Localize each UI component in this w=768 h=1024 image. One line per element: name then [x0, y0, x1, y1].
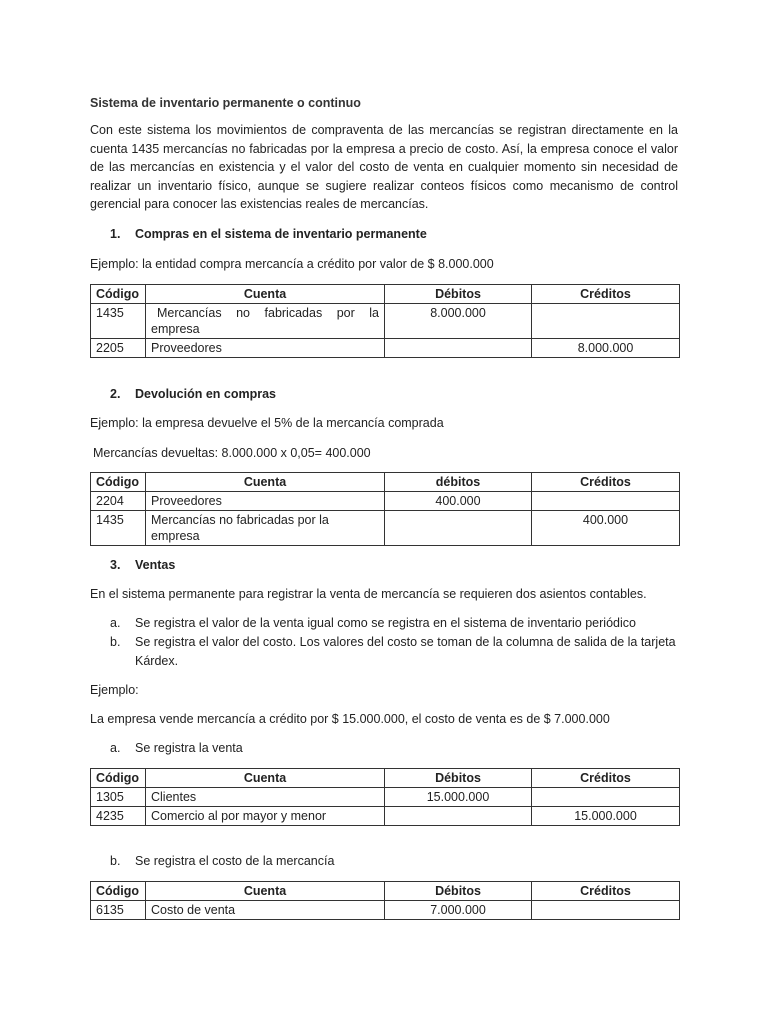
- table-header-row: [91, 473, 680, 492]
- cell-account: Proveedores: [146, 339, 385, 358]
- header-codigo: Código: [91, 473, 146, 492]
- cell-debit: 400.000: [385, 492, 532, 511]
- section-1-title: Compras en el sistema de inventario permanente: [135, 227, 427, 241]
- header-creditos: Créditos: [532, 473, 680, 492]
- table-row: [91, 788, 680, 807]
- table-row: [91, 901, 680, 920]
- header-cuenta: Cuenta: [146, 285, 385, 304]
- cell-code: 2205: [91, 339, 146, 358]
- header-debitos: débitos: [385, 473, 532, 492]
- list-text: Se registra el valor de la venta igual como se registra en el sistema de inventario periódico: [135, 616, 636, 630]
- cell-code: 1435: [91, 511, 146, 546]
- header-debitos: Débitos: [385, 769, 532, 788]
- section-2-calculation: Mercancías devueltas: 8.000.000 x 0,05= 400.000: [93, 446, 371, 460]
- section-2-example: Ejemplo: la empresa devuelve el 5% de la mercancía comprada: [90, 416, 444, 430]
- purchase-journal-table: [90, 284, 680, 358]
- list-text: Se registra el costo de la mercancía: [135, 854, 335, 868]
- table-row: [91, 339, 680, 358]
- cell-account: [146, 304, 385, 339]
- cell-credit: [532, 304, 680, 339]
- header-cuenta: Cuenta: [146, 882, 385, 901]
- cell-account: Proveedores: [146, 492, 385, 511]
- list-text: Se registra el valor del costo. Los valores del costo se toman de la columna de salida de la tarjeta Kárdex.: [135, 635, 676, 668]
- cell-credit: [532, 492, 680, 511]
- section-2-number: 2.: [110, 387, 121, 401]
- list-text: Se registra la venta: [135, 741, 243, 755]
- sale-journal-table: [90, 768, 680, 826]
- header-debitos: Débitos: [385, 285, 532, 304]
- section-3-example: La empresa vende mercancía a crédito por $ 15.000.000, el costo de venta es de $ 7.000.000: [90, 712, 610, 726]
- cost-journal-table: [90, 881, 680, 920]
- section-1-example: Ejemplo: la entidad compra mercancía a crédito por valor de $ 8.000.000: [90, 257, 494, 271]
- cell-code: 1305: [91, 788, 146, 807]
- table-row: [91, 807, 680, 826]
- table-row: [91, 511, 680, 546]
- cell-credit: 15.000.000: [532, 807, 680, 826]
- header-cuenta: Cuenta: [146, 473, 385, 492]
- section-2-title: Devolución en compras: [135, 387, 277, 401]
- intro-paragraph: Con este sistema los movimientos de compraventa de las mercancías se registran directamente en la cuenta 1435 mercancías no fabricadas por la empresa a precio de costo. Así, la empresa conoce el valor de las mercancías en existencia y el valor del costo de venta en cualquier momento sin necesidad de realizar un inventario físico, aunque se sugiere realizar conteos físicos como mecanismo de control gerencial para conocer las existencias reales de mercancías.: [90, 123, 678, 211]
- cell-account: Clientes: [146, 788, 385, 807]
- cell-debit: 8.000.000: [385, 304, 532, 339]
- header-debitos: Débitos: [385, 882, 532, 901]
- cell-credit: 400.000: [532, 511, 680, 546]
- cell-debit: 7.000.000: [385, 901, 532, 920]
- section-3-heading: [110, 556, 175, 575]
- document-title: Sistema de inventario permanente o continuo: [90, 96, 361, 110]
- cell-code: 1435: [91, 304, 146, 339]
- header-cuenta: Cuenta: [146, 769, 385, 788]
- header-codigo: Código: [91, 285, 146, 304]
- cell-code: 6135: [91, 901, 146, 920]
- header-codigo: Código: [91, 769, 146, 788]
- table-header-row: [91, 769, 680, 788]
- return-journal-table: [90, 472, 680, 546]
- section-3-number: 3.: [110, 558, 121, 572]
- cell-credit: [532, 901, 680, 920]
- section-3-intro: En el sistema permanente para registrar la venta de mercancía se requieren dos asientos contables.: [90, 587, 647, 601]
- cell-code: 2204: [91, 492, 146, 511]
- cell-account-line-1: Mercancías no fabricadas por la: [157, 306, 379, 320]
- table-header-row: [91, 882, 680, 901]
- list-marker: a.: [110, 741, 121, 755]
- section-3-example-label: Ejemplo:: [90, 683, 139, 697]
- cell-credit: [532, 788, 680, 807]
- section-1-number: 1.: [110, 227, 121, 241]
- header-codigo: Código: [91, 882, 146, 901]
- cell-debit: [385, 339, 532, 358]
- cell-account: Costo de venta: [146, 901, 385, 920]
- section-2-heading: [110, 385, 276, 404]
- cell-code: 4235: [91, 807, 146, 826]
- table-row: [91, 492, 680, 511]
- list-marker: b.: [110, 854, 121, 868]
- cell-account: Comercio al por mayor y menor: [146, 807, 385, 826]
- section-3-title: Ventas: [135, 558, 176, 572]
- header-creditos: Créditos: [532, 769, 680, 788]
- list-marker: b.: [110, 635, 121, 649]
- cell-debit: [385, 807, 532, 826]
- header-creditos: Créditos: [532, 882, 680, 901]
- cell-account-line-2: empresa: [151, 322, 200, 336]
- cell-account: Mercancías no fabricadas por la empresa: [146, 511, 385, 546]
- cell-debit: [385, 511, 532, 546]
- cell-debit: 15.000.000: [385, 788, 532, 807]
- cell-credit: 8.000.000: [532, 339, 680, 358]
- header-creditos: Créditos: [532, 285, 680, 304]
- list-marker: a.: [110, 616, 121, 630]
- table-header-row: [91, 285, 680, 304]
- section-1-heading: [110, 225, 427, 244]
- table-row: [91, 304, 680, 339]
